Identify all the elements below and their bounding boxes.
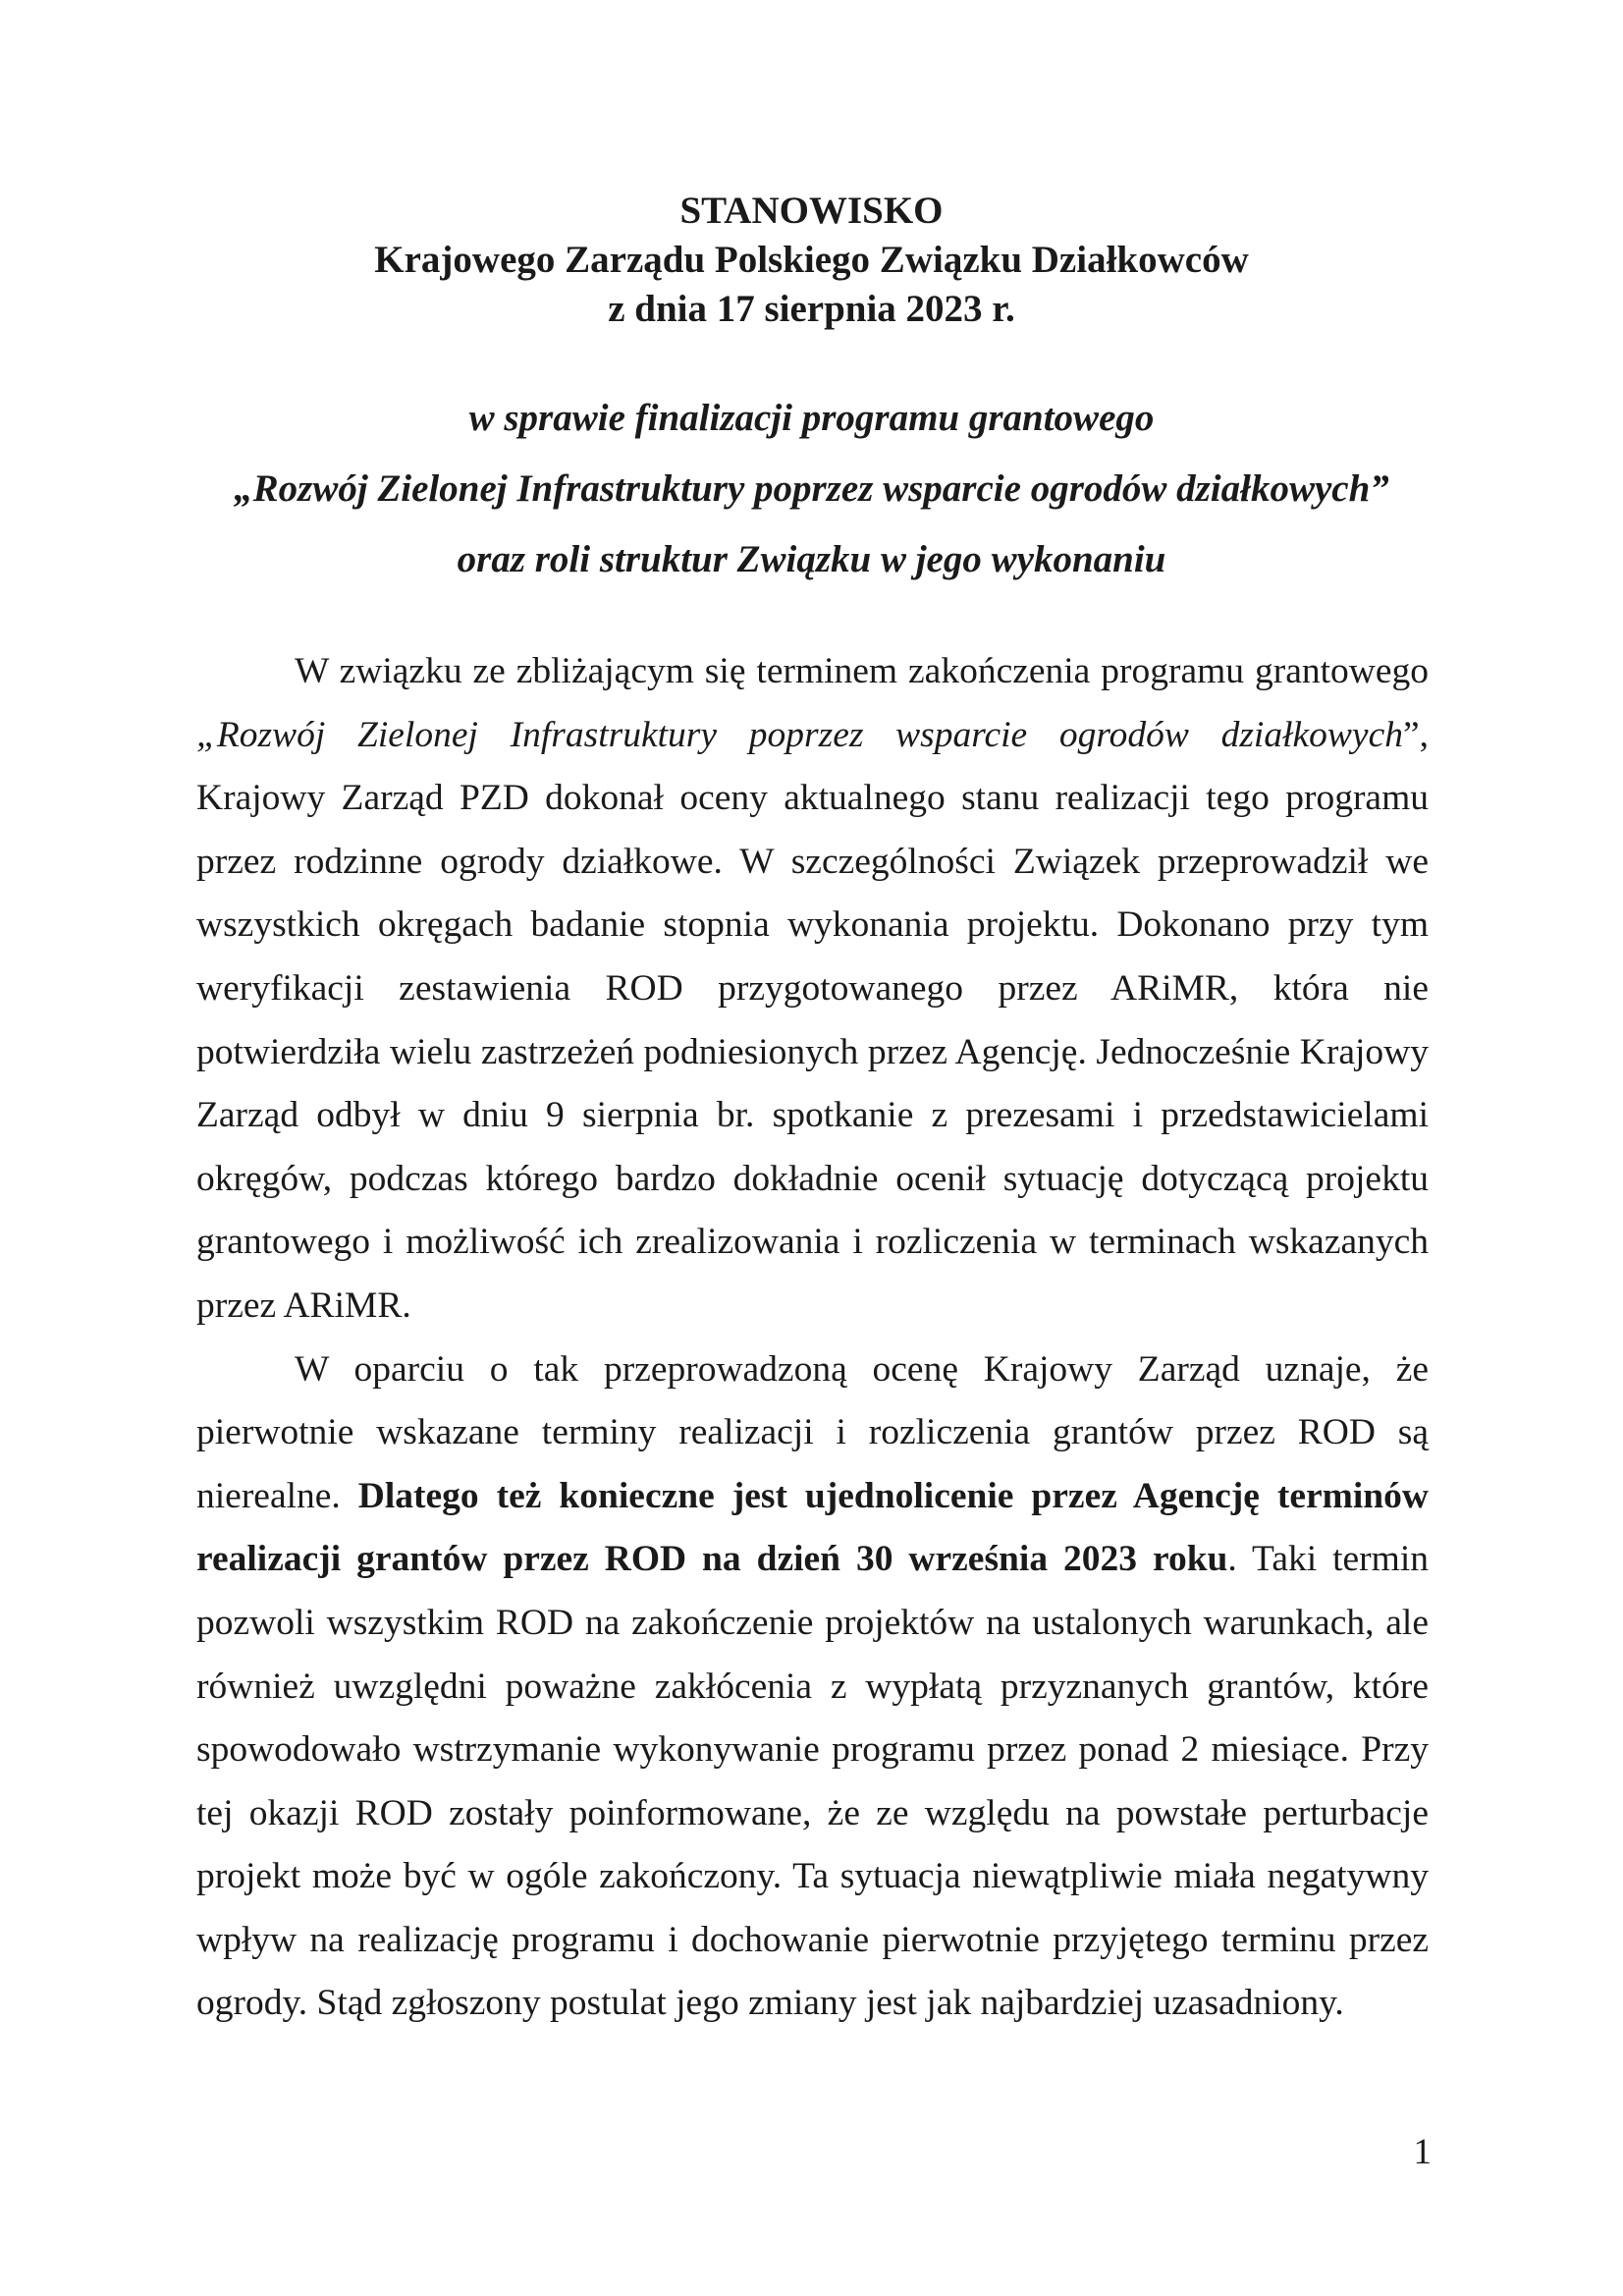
paragraph-1-intro: W związku ze zbliżającym się terminem zakończenia programu grantowego — [295, 651, 1429, 691]
paragraph-2-bold: Dlatego też konieczne jest ujednolicenie przez Agencję terminów realizacji grantów przez ROD na dzień 30 września 2023 roku — [196, 1475, 1429, 1580]
program-name: „Rozwój Zielonej Infrastruktury poprzez wsparcie ogrodów działkowych — [196, 714, 1403, 755]
page-number: 1 — [1413, 2132, 1432, 2172]
paragraph-2 — [196, 1339, 1429, 2037]
heading-issuer: Krajowego Zarządu Polskiego Związku Działkowców — [374, 239, 1249, 281]
heading-title: STANOWISKO — [679, 190, 944, 232]
document-subject — [0, 383, 1623, 595]
subject-line-2: „Rozwój Zielonej Infrastruktury poprzez wsparcie ogrodów działkowych” — [234, 467, 1389, 510]
paragraph-2-intro: W oparciu o tak przeprowadzoną ocenę Krajowy Zarząd uznaje, że pierwotnie wskazane terminy realizacji i rozliczenia grantów przez ROD są nierealne. — [196, 1348, 1429, 1516]
paragraph-1-rest: ”, Krajowy Zarząd PZD dokonał oceny aktualnego stanu realizacji tego programu przez rodzinne ogrody działkowe. W szczególności Związek przeprowadził we wszystkich okręgach badanie stopnia wykonania projektu. Dokonano przy tym weryfikacji zestawienia ROD przygotowanego przez ARiMR, która nie potwierdziła wielu zastrzeżeń podniesionych przez Agencję. Jednocześnie Krajowy Zarząd odbył w dniu 9 sierpnia br. spotkanie z prezesami i przedstawicielami okręgów, podczas którego bardzo dokładnie ocenił sytuację dotyczącą projektu grantowego i możliwość ich zrealizowania i rozliczenia w terminach wskazanych przez ARiMR. — [196, 714, 1429, 1326]
document-heading — [0, 187, 1623, 334]
document-body — [196, 640, 1429, 2036]
subject-line-3: oraz roli struktur Związku w jego wykonaniu — [457, 538, 1166, 580]
paragraph-2-rest: . Taki termin pozwoli wszystkim ROD na zakończenie projektów na ustalonych warunkach, ale również uwzględni poważne zakłócenia z wypłatą przyznanych grantów, które spowodowało wstrzymanie wykonywanie programu przez ponad 2 miesiące. Przy tej okazji ROD zostały poinformowane, że ze względu na powstałe perturbacje projekt może być w ogóle zakończony. Ta sytuacja niewątpliwie miała negatywny wpływ na realizację programu i dochowanie pierwotnie przyjętego terminu przez ogrody. Stąd zgłoszony postulat jego zmiany jest jak najbardziej uzasadniony. — [196, 1539, 1430, 2024]
heading-date: z dnia 17 sierpnia 2023 r. — [608, 288, 1015, 330]
subject-line-1: w sprawie finalizacji programu grantowego — [468, 397, 1155, 439]
paragraph-1 — [196, 640, 1429, 1339]
